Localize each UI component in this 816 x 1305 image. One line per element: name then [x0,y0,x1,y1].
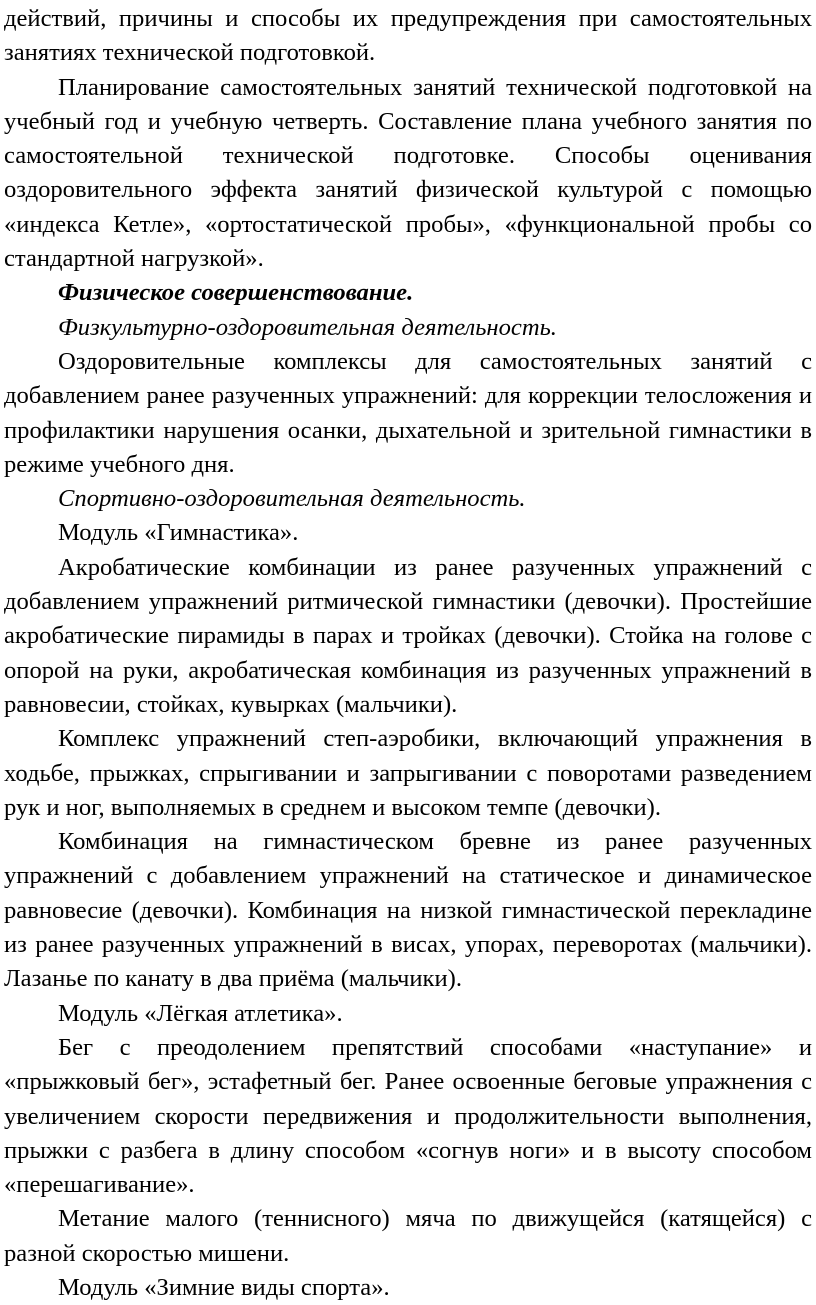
subheading-sport-activity: Спортивно-оздоровительная деятельность. [58,485,526,513]
subheading-fitness-activity: Физкультурно-оздоровительная деятельность. [58,313,557,341]
module-title-winter-sports: Модуль «Зимние виды спорта». [58,1273,390,1301]
paragraph-health-complexes: Оздоровительные комплексы для самостоятельных занятий с добавлением ранее разученных упражнений: для коррекции телосложения и профилактики нарушения осанки, дыхательной и зрительной гимнастики в режиме учебного дня. [4,347,812,478]
paragraph-planning: Планирование самостоятельных занятий технической подготовкой на учебный год и учебную четверть. Составление плана учебного занятия по самостоятельной технической подготовке. Способы оценивания оздоровительного эффекта занятий физической культурой с помощью «индекса Кетле», «ортостатической пробы», «функциональной пробы со стандартной нагрузкой». [4,73,812,273]
module-title-athletics: Модуль «Лёгкая атлетика». [58,999,343,1027]
paragraph-beam-bar: Комбинация на гимнастическом бревне из ранее разученных упражнений с добавлением упражнений на статическое и динамическое равновесие (девочки). Комбинация на низкой гимнастической перекладине из ранее разученных упражнений в висах, упорах, переворотах (мальчики). Лазанье по канату в два приёма (мальчики). [4,828,812,993]
section-heading-physical-improvement: Физическое совершенствование. [58,279,414,307]
paragraph-step-aerobics: Комплекс упражнений степ-аэробики, включающий упражнения в ходьбе, прыжках, спрыгивании и запрыгивании с поворотами разведением рук и ног, выполняемых в среднем и высоком темпе (девочки). [4,725,812,821]
paragraph-continuation: действий, причины и способы их предупреждения при самостоятельных занятиях технической подготовкой. [4,5,812,67]
paragraph-throwing: Метание малого (теннисного) мяча по движущейся (катящейся) с разной скоростью мишени. [4,1205,812,1267]
paragraph-running: Бег с преодолением препятствий способами «наступание» и «прыжковый бег», эстафетный бег. Ранее освоенные беговые упражнения с увеличением скорости передвижения и продолжительности выполнения, прыжки с разбега в длину способом «согнув ноги» и в высоту способом «перешагивание». [4,1033,812,1199]
paragraph-acrobatics: Акробатические комбинации из ранее разученных упражнений с добавлением упражнений ритмической гимнастики (девочки). Простейшие акробатические пирамиды в парах и тройках (девочки). Стойка на голове с опорой на руки, акробатическая комбинация из разученных упражнений в равновесии, стойках, кувырках (мальчики). [4,553,812,718]
module-title-gymnastics: Модуль «Гимнастика». [58,519,299,547]
